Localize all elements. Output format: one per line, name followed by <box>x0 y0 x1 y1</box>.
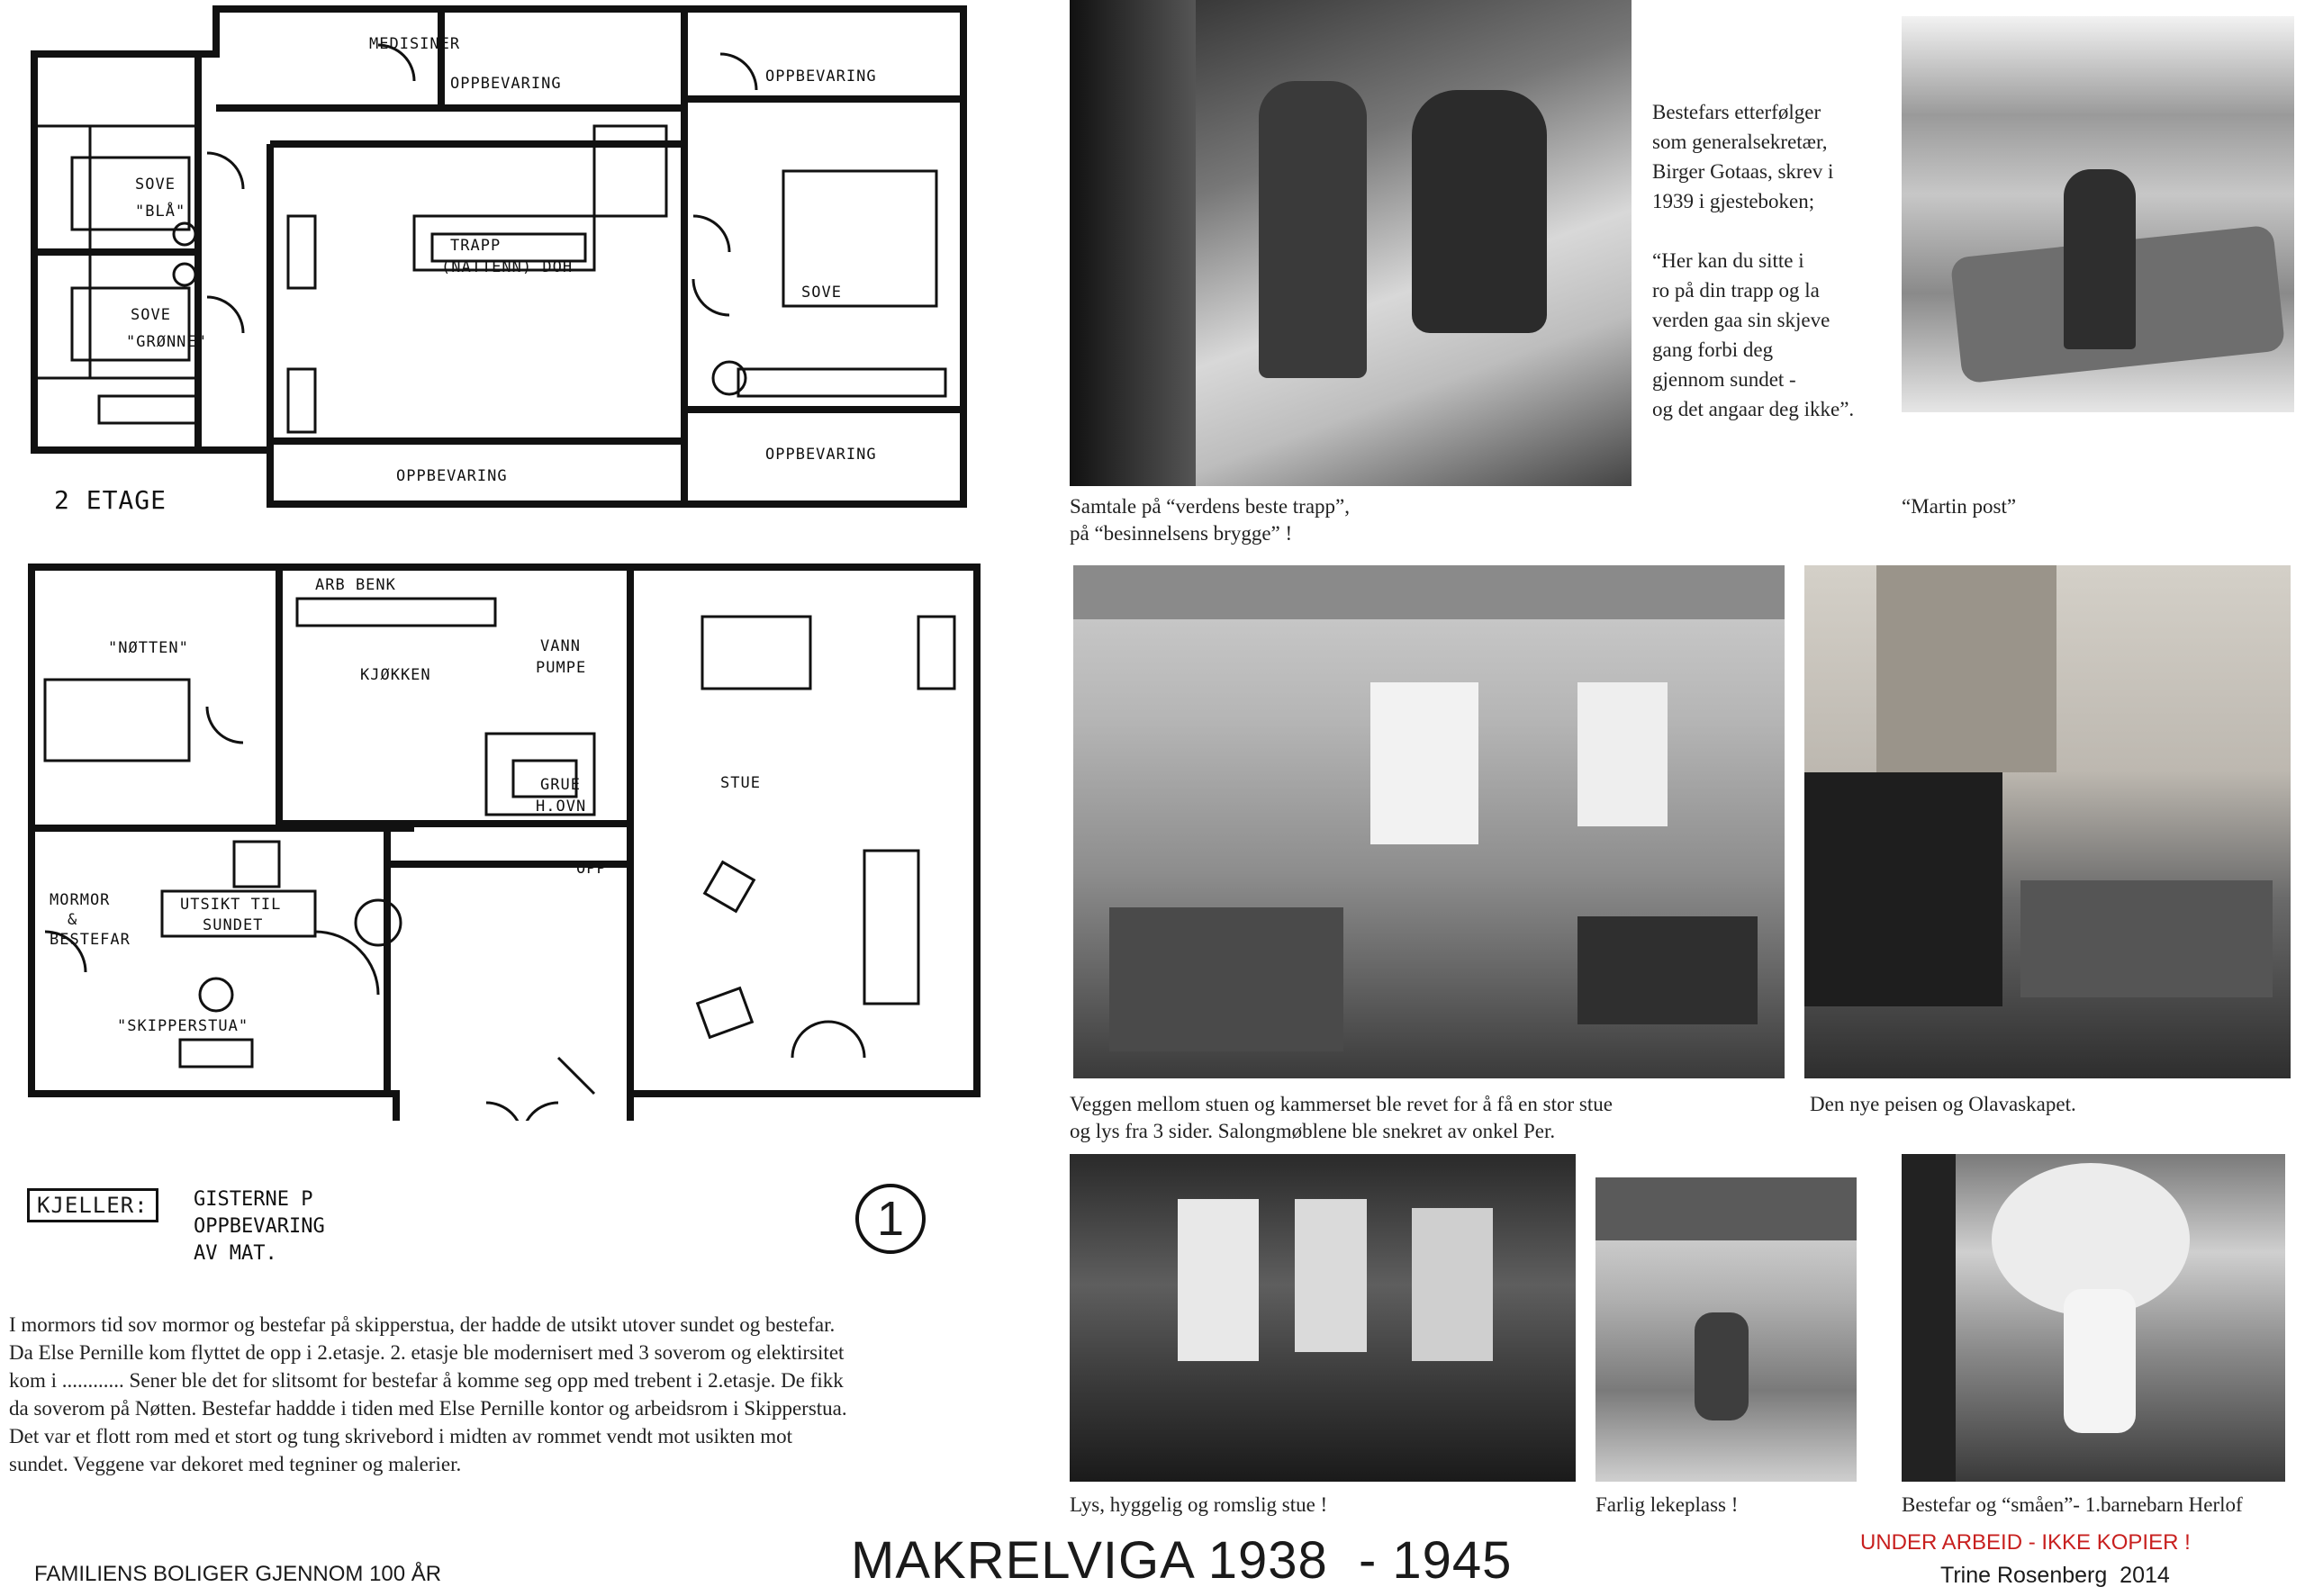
room-label-medisiner: MEDISINER <box>369 35 461 53</box>
photo-lys-stue <box>1070 1154 1576 1482</box>
room-label-opp: OPP <box>576 860 607 878</box>
room-label-grue-1: GRUE <box>540 776 581 794</box>
floorplan-upper <box>18 0 981 540</box>
room-label-kjokken: KJØKKEN <box>360 666 431 684</box>
photo-trapp <box>1070 0 1632 486</box>
caption-trapp: Samtale på “verdens beste trapp”, på “besinnelsens brygge” ! <box>1070 495 1351 545</box>
room-label-mormor-2: & <box>68 911 78 929</box>
room-label-grue-2: H.OVN <box>536 798 587 816</box>
room-label-oppbevaring-top: OPPBEVARING <box>450 75 562 93</box>
room-label-stue: STUE <box>720 774 761 792</box>
room-label-sove: SOVE <box>801 284 842 302</box>
room-label-sove-bla-2: "BLÅ" <box>135 203 186 221</box>
photo-stue <box>1073 565 1785 1078</box>
photo-peis <box>1804 565 2291 1078</box>
room-label-trapp-2: (NATTENN) DOH <box>441 258 574 276</box>
room-label-arb-benk: ARB BENK <box>315 576 396 594</box>
room-label-notten: "NØTTEN" <box>108 639 189 657</box>
photo-lekeplass <box>1595 1177 1857 1482</box>
kjeller-note-line-3: AV MAT. <box>194 1242 277 1265</box>
caption-stue: Veggen mellom stuen og kammerset ble revet for å få en stor stue og lys fra 3 sider. Salongmøblene ble snekret av onkel Per. <box>1070 1093 1613 1142</box>
caption-lys-stue: Lys, hyggelig og romslig stue ! <box>1070 1493 1328 1516</box>
caption-lekeplass: Farlig lekeplass ! <box>1595 1493 1739 1516</box>
room-label-vann-1: VANN <box>540 637 581 655</box>
caption-martin-post: “Martin post” <box>1902 495 2017 518</box>
room-label-sove-bla-1: SOVE <box>135 176 176 194</box>
plan-number: 1 <box>876 1192 905 1246</box>
plan-number-circle <box>855 1184 926 1254</box>
author-text: Trine Rosenberg 2014 <box>1940 1563 2170 1588</box>
room-label-trapp-1: TRAPP <box>450 237 502 255</box>
room-label-utsikt-2: SUNDET <box>203 916 264 934</box>
photo-bestefar-smaen <box>1902 1154 2285 1482</box>
room-label-skipperstua: "SKIPPERSTUA" <box>117 1017 249 1035</box>
room-label-mormor-3: BESTEFAR <box>50 931 131 949</box>
body-text: I mormors tid sov mormor og bestefar på skipperstua, der hadde de utsikt utover sundet og bestefar. Da Else Pernille kom flyttet de opp i 2.etasje. 2. etasje ble modernisert med 3 soverom og elektirsitet kom i ............ Sener ble det for slitsomt for bestefar å komme seg opp med trebent i 2.etasje. De fikk da soverom på Nøtten. Bestefar haddde i tiden med Else Pernille kontor og arbeidsrom i Skipperstua. Det var et flott rom med et stort og tung skrivebord i midten av rommet vendt mot usikten mot sundet. Veggene var dekoret med tegniner og malerier. <box>9 1313 847 1475</box>
kjeller-box <box>27 1188 158 1222</box>
kjeller-label: KJELLER: <box>37 1193 149 1218</box>
room-label-oppbevaring-bottom-right: OPPBEVARING <box>765 446 877 464</box>
room-label-sove-gronne-2: "GRØNNE" <box>126 333 207 351</box>
page-title: MAKRELVIGA 1938 - 1945 <box>851 1531 1513 1590</box>
room-label-oppbevaring-bottom: OPPBEVARING <box>396 467 508 485</box>
room-label-sove-gronne-1: SOVE <box>131 306 171 324</box>
kjeller-note <box>194 1186 325 1267</box>
room-label-mormor-1: MORMOR <box>50 891 111 909</box>
room-label-vann-2: PUMPE <box>536 659 587 677</box>
floor-label-2-etage: 2 ETAGE <box>54 485 167 515</box>
caption-bestefar-smaen: Bestefar og “småen”- 1.barnebarn Herlof <box>1902 1493 2243 1516</box>
warning-text: UNDER ARBEID - IKKE KOPIER ! <box>1860 1530 2191 1555</box>
kjeller-note-line-1: GISTERNE P <box>194 1188 313 1211</box>
caption-peis: Den nye peisen og Olavaskapet. <box>1810 1093 2076 1115</box>
kjeller-note-line-2: OPPBEVARING <box>194 1215 325 1238</box>
quote-text: Bestefars etterfølger som generalsekretær, Birger Gotaas, skrev i 1939 i gjesteboken; “Her kan du sitte i ro på din trapp og la verden gaa sin skjeve gang forbi deg gjennom sundet - og det angaar deg ikke”. <box>1652 101 1855 420</box>
floorplan-lower <box>18 554 990 1121</box>
photo-martin-post <box>1902 16 2294 412</box>
series-title: FAMILIENS BOLIGER GJENNOM 100 ÅR <box>34 1562 442 1586</box>
room-label-oppbevaring-top-right: OPPBEVARING <box>765 68 877 86</box>
room-label-utsikt-1: UTSIKT TIL <box>180 896 282 914</box>
